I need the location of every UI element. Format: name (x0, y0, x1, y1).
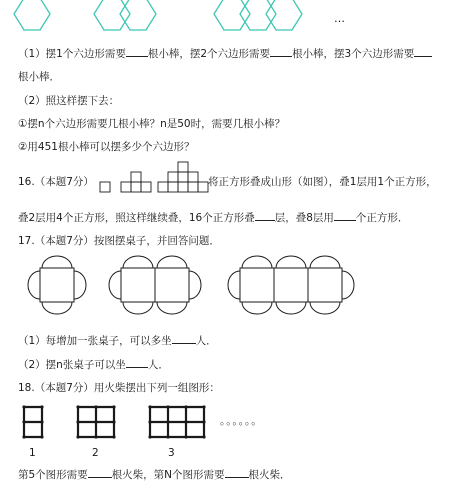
chair (228, 271, 240, 299)
hex-question-part1 (18, 46, 432, 61)
hex-question-part2: （2）照这样摆下去： (18, 95, 120, 107)
table (155, 268, 189, 302)
hexagon (266, 0, 302, 30)
text: 根小棒，摆2个六边形需要 (147, 48, 271, 60)
matchstick-label-2: 2 (92, 447, 99, 459)
hexagon (120, 0, 156, 30)
continuation-dots: 。。。。。。 (220, 415, 263, 427)
text: 人． (147, 359, 169, 371)
answer-blank[interactable] (172, 333, 196, 344)
square (121, 182, 131, 192)
square (131, 172, 141, 182)
ellipsis: … (334, 12, 345, 25)
square (158, 182, 168, 192)
q16-line2 (18, 210, 408, 225)
chair (109, 271, 121, 299)
q16-text-right: 将正方形叠成山形（如图），叠1层用1个正方形， (208, 176, 437, 188)
square (188, 182, 198, 192)
square (178, 182, 188, 192)
chair (74, 271, 86, 299)
text: 个正方形． (355, 212, 409, 224)
text: （2）摆n张桌子可以坐 (18, 359, 126, 371)
square (198, 182, 208, 192)
chair (242, 302, 272, 314)
tables-figure (0, 252, 463, 332)
hex-question-part1-end: 根小棒． (18, 71, 60, 83)
text: （1）每增加一张桌子，可以多坐 (18, 335, 172, 347)
chair (28, 271, 40, 299)
chair (310, 302, 340, 314)
text: 层，叠8层用 (274, 212, 334, 224)
text: 根火柴． (248, 469, 291, 481)
answer-blank[interactable] (270, 46, 292, 57)
chair (157, 256, 187, 268)
square (141, 182, 151, 192)
q18-answer (18, 467, 291, 482)
text: 叠2层用4个正方形，照这样继续叠，16个正方形叠 (18, 212, 255, 224)
hexagon (240, 0, 276, 30)
answer-blank[interactable] (126, 46, 148, 57)
matchstick-label-3: 3 (168, 447, 175, 459)
square (100, 182, 110, 192)
chair (242, 256, 272, 268)
answer-blank[interactable] (126, 357, 148, 368)
chair (42, 256, 72, 268)
chair (310, 256, 340, 268)
table (121, 268, 155, 302)
square (131, 182, 141, 192)
square (188, 172, 198, 182)
table (308, 268, 342, 302)
q18-label: 18.（本题7分）用火柴摆出下列一组图形： (18, 382, 220, 394)
table (274, 268, 308, 302)
text: 根小棒，摆3个六边形需要 (292, 48, 415, 60)
q17-answer1 (18, 333, 217, 348)
chair (123, 256, 153, 268)
chair (276, 302, 306, 314)
square (178, 172, 188, 182)
text: 人． (195, 335, 217, 347)
answer-blank[interactable] (225, 467, 249, 478)
table (240, 268, 274, 302)
q17-answer2 (18, 357, 169, 372)
hexagon-figure-1 (0, 0, 463, 40)
chair (189, 271, 201, 299)
hexagon (214, 0, 250, 30)
chair (342, 271, 354, 299)
square (168, 182, 178, 192)
chair (42, 302, 72, 314)
q16-label: 16.（本题7分） (18, 176, 94, 188)
hex-question-sub2: ②用451根小棒可以摆多少个六边形？ (18, 141, 195, 153)
chair (276, 256, 306, 268)
hexagon (14, 0, 50, 30)
q17-label: 17.（本题7分）按图摆桌子，并回答问题． (18, 235, 220, 247)
answer-blank[interactable] (88, 467, 112, 478)
answer-blank[interactable] (334, 210, 356, 221)
chair (123, 302, 153, 314)
answer-blank[interactable] (414, 46, 432, 57)
text: （1）摆1个六边形需要 (18, 48, 126, 60)
table (40, 268, 74, 302)
hex-question-sub1: ①摆n个六边形需要几根小棒？n是50时，需要几根小棒？ (18, 118, 286, 130)
square (178, 162, 188, 172)
matchstick-label-1: 1 (29, 447, 36, 459)
hexagon (94, 0, 130, 30)
answer-blank[interactable] (255, 210, 275, 221)
square (168, 172, 178, 182)
chair (157, 302, 187, 314)
text: 根火柴，第N个图形需要 (111, 469, 225, 481)
text: 第5个图形需要 (18, 469, 88, 481)
